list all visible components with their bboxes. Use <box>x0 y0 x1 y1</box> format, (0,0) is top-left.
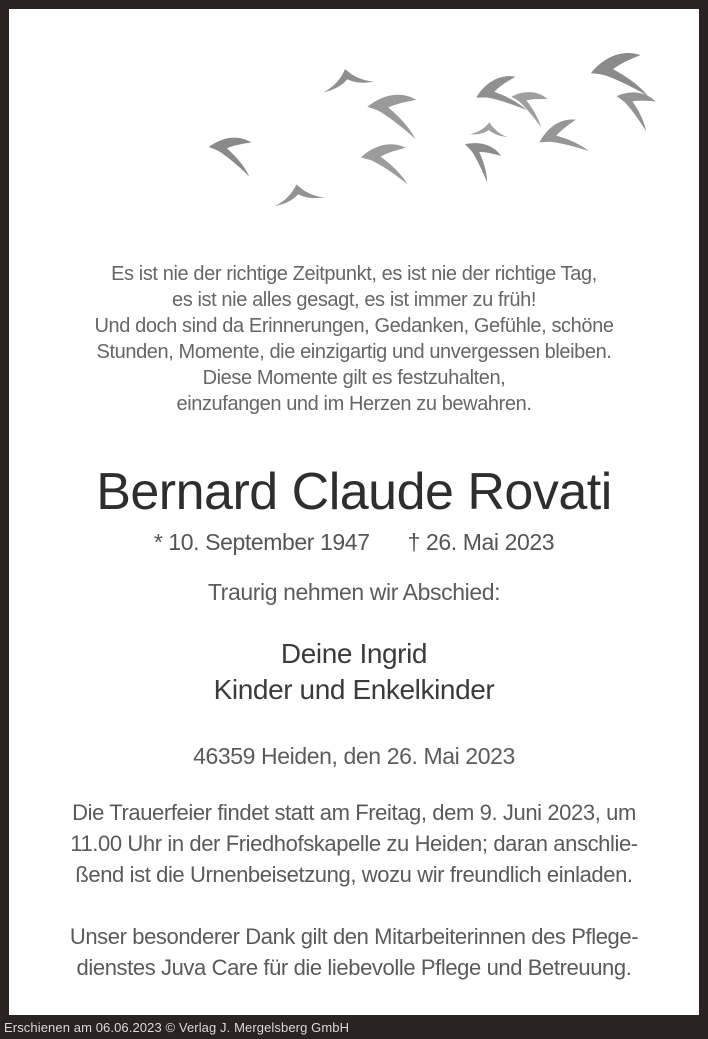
bird-icon <box>205 134 254 176</box>
publication-info: Erschienen am 06.06.2023 © Verlag J. Mergelsberg GmbH <box>4 1019 350 1035</box>
place-date-line: 46359 Heiden, den 26. Mai 2023 <box>193 743 515 769</box>
poem-line: Es ist nie der richtige Zeitpunkt, es ist nie der richtige Tag, <box>111 263 597 285</box>
bird-icon <box>608 85 658 132</box>
funeral-announcement <box>9 797 699 890</box>
bird-icon <box>505 86 550 127</box>
poem-line: einzufangen und im Herzen zu bewahren. <box>176 393 532 415</box>
frame-border-left <box>0 0 9 1039</box>
deceased-name: Bernard Claude Rovati <box>96 463 612 521</box>
bird-icon <box>320 64 375 93</box>
mourners-list <box>9 636 699 708</box>
bird-icon <box>272 180 324 206</box>
bird-icon <box>360 143 409 184</box>
funeral-announcement-line: ßend ist die Urnenbeisetzung, wozu wir freundlich einladen. <box>75 862 633 887</box>
funeral-announcement-line: Die Trauerfeier findet statt am Freitag, dem 9. Juni 2023, um <box>72 800 636 825</box>
poem-line: Und doch sind da Erinnerungen, Gedanken, Gefühle, schöne <box>94 315 614 337</box>
poem-line: Diese Momente gilt es festzuhalten, <box>202 367 506 389</box>
funeral-announcement-line: 11.00 Uhr in der Friedhofskapelle zu Heiden; daran anschlie- <box>70 831 638 856</box>
thanks-note <box>9 921 699 983</box>
flying-birds-illustration <box>0 30 708 250</box>
birth-date: * 10. September 1947 <box>153 529 370 555</box>
mourner-line: Kinder und Enkelkinder <box>213 674 495 705</box>
frame-border-top <box>0 0 708 9</box>
mourner-line: Deine Ingrid <box>280 638 428 669</box>
bird-icon <box>364 92 419 139</box>
bird-icon <box>454 134 504 182</box>
thanks-note-line: Unser besonderer Dank gilt den Mitarbeiterinnen des Pflege- <box>69 924 639 949</box>
life-dates <box>9 527 699 557</box>
poem-line: Stunden, Momente, die einzigartig und unvergessen bleiben. <box>96 341 612 363</box>
memorial-poem <box>9 261 699 417</box>
bird-icon <box>535 116 588 164</box>
frame-border-right <box>699 0 708 1039</box>
farewell-intro: Traurig nehmen wir Abschied: <box>207 579 501 605</box>
publication-footer <box>0 1015 708 1039</box>
death-date: † 26. Mai 2023 <box>407 529 555 555</box>
bird-icon <box>470 121 509 137</box>
thanks-note-line: dienstes Juva Care für die liebevolle Pflege und Betreuung. <box>76 955 632 980</box>
poem-line: es ist nie alles gesagt, es ist immer zu früh! <box>172 289 536 311</box>
